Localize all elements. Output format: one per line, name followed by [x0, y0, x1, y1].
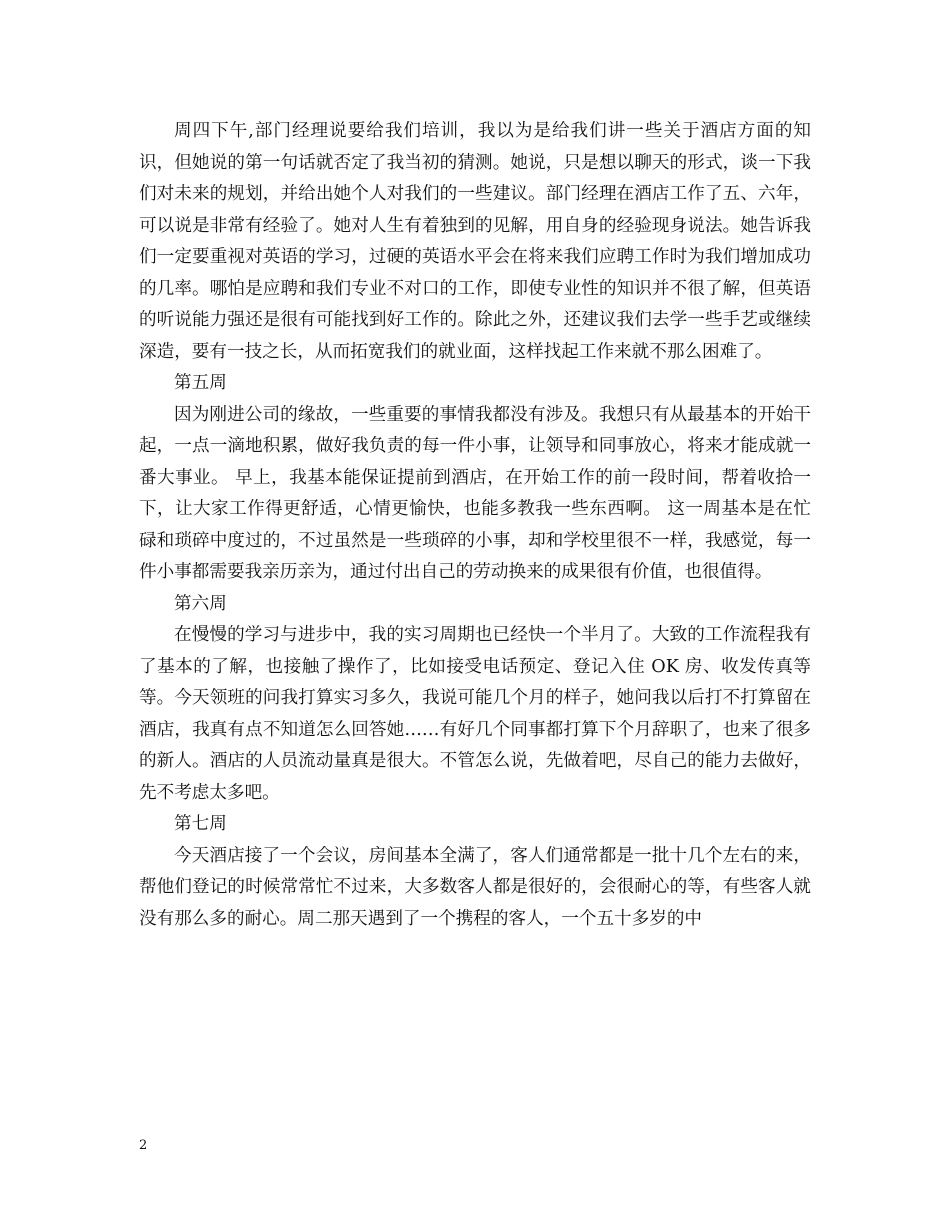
paragraph-week5: 因为刚进公司的缘故，一些重要的事情我都没有涉及。我想只有从最基本的开始干起，一点一滴地积累，做好我负责的每一件小事，让领导和同事放心，将来才能成就一番大事业。 早上，我基本能保证提前到酒店，在开始工作的前一段时间，帮着收拾一下，让大家工作得更舒适，心情更愉快，也能多教我一些东西啊。 这一周基本是在忙碌和琐碎中度过的，不过虽然是一些琐碎的小事，却和学校里很不一样，我感觉，每一件小事都需要我亲历亲为，通过付出自己的劳动换来的成果很有价值，也很值得。: [139, 404, 811, 582]
paragraph-week4-training: 周四下午,部门经理说要给我们培训，我以为是给我们讲一些关于酒店方面的知识，但她说的第一句话就否定了我当初的猜测。她说，只是想以聊天的形式，谈一下我们对未来的规划，并给出她个人对我们的一些建议。部门经理在酒店工作了五、六年，可以说是非常有经验了。她对人生有着独到的见解，用自身的经验现身说法。她告诉我们一定要重视对英语的学习，过硬的英语水平会在将来我们应聘工作时为我们增加成功的几率。哪怕是应聘和我们专业不对口的工作，即使专业性的知识并不很了解，但英语的听说能力强还是很有可能找到好工作的。除此之外，还建议我们去学一些手艺或继续深造，要有一技之长，从而拓宽我们的就业面，这样找起工作来就不那么困难了。: [139, 121, 811, 362]
heading-week7: 第七周: [174, 814, 227, 834]
heading-week6: 第六周: [174, 593, 227, 614]
heading-week5: 第五周: [174, 373, 227, 393]
document-body: [139, 116, 811, 935]
page-number: 2: [139, 1138, 148, 1153]
paragraph-week6: 在慢慢的学习与进步中，我的实习周期也已经快一个半月了。大致的工作流程我有了基本的了解，也接触了操作了，比如接受电话预定、登记入住 OK 房、收发传真等等。今天领班的问我打算实习多久，我说可能几个月的样子，她问我以后打不打算留在酒店，我真有点不知道怎么回答她……有好几个同事都打算下个月辞职了，也来了很多的新人。酒店的人员流动量真是很大。不管怎么说，先做着吧，尽自己的能力去做好，先不考虑太多吧。: [139, 625, 811, 803]
paragraph-week7: 今天酒店接了一个会议，房间基本全满了，客人们通常都是一批十几个左右的来，帮他们登记的时候常常忙不过来，大多数客人都是很好的，会很耐心的等，有些客人就没有那么多的耐心。周二那天遇到了一个携程的客人，一个五十多岁的中: [139, 845, 811, 929]
